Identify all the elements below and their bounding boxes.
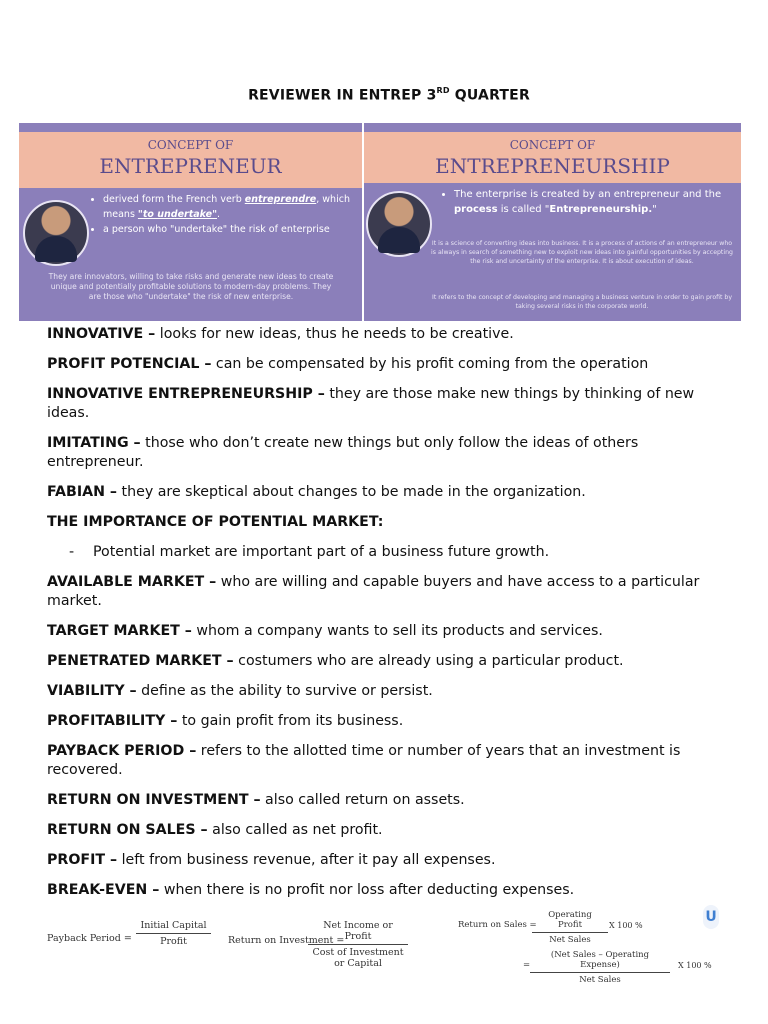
list-item: RETURN ON SALES – also called as net profit. — [47, 822, 383, 838]
section-heading: THE IMPORTANCE OF POTENTIAL MARKET: — [47, 514, 384, 530]
businessman-photo — [366, 191, 432, 257]
formula-multiplier: X 100 % — [609, 921, 643, 930]
formula-label: = — [523, 960, 531, 970]
list-item: PENETRATED MARKET – costumers who are already using a particular product. — [47, 653, 624, 669]
formula-fraction: (Net Sales – Operating Expense) Net Sales — [530, 950, 670, 985]
formula-fraction: Operating Profit Net Sales — [532, 910, 608, 945]
banner-bullet: • The enterprise is created by an entrepreneur and the process is called "Entrepreneurship." — [454, 187, 744, 217]
list-item: BREAK-EVEN – when there is no profit nor loss after deducting expenses. — [47, 882, 575, 898]
banner-heading: ENTREPRENEURSHIP — [435, 154, 670, 178]
formula-fraction: Net Income or Profit Cost of Investment or Capital — [308, 920, 408, 969]
list-item: FABIAN – they are skeptical about changes to be made in the organization. — [47, 484, 586, 500]
list-item: VIABILITY – define as the ability to survive or persist. — [47, 683, 433, 699]
list-item: INNOVATIVE ENTREPRENEURSHIP – they are those make new things by thinking of new ideas. — [47, 386, 695, 421]
formula-fraction: Initial Capital Profit — [136, 920, 211, 947]
list-item: PAYBACK PERIOD – refers to the allotted time or number of years that an investment is recovered. — [47, 743, 681, 778]
list-item: PROFIT POTENCIAL – can be compensated by his profit coming from the operation — [47, 356, 649, 372]
formulas-image — [0, 910, 768, 990]
businessman-photo — [23, 200, 89, 266]
list-item: IMITATING – those who don’t create new things but only follow the ideas of others entrepreneur. — [47, 435, 639, 470]
list-item: AVAILABLE MARKET – who are willing and capable buyers and have access to a particular market. — [47, 574, 700, 609]
list-item: PROFITABILITY – to gain profit from its business. — [47, 713, 404, 729]
page-title: REVIEWER IN ENTREP 3RD QUARTER — [248, 86, 530, 104]
formula-multiplier: X 100 % — [678, 961, 712, 970]
list-item: TARGET MARKET – whom a company wants to sell its products and services. — [47, 623, 603, 639]
sub-bullet: - Potential market are important part of a business future growth. — [69, 544, 550, 560]
formula-label: Payback Period = — [47, 933, 132, 944]
formula-label: Return on Sales = — [458, 920, 537, 930]
list-item: RETURN ON INVESTMENT – also called return on assets. — [47, 792, 465, 808]
concept-of-entrepreneurship-banner — [364, 123, 741, 321]
banner-paragraph: It is a science of converting ideas into business. It is a process of actions of an entrepreneur who is always in search of something new to exploit new ideas into gainful opportunities by accepting the risk and uncertainty of the enterprise. It is about execution of ideas. — [431, 240, 733, 265]
banner-subtitle: CONCEPT OF — [509, 138, 596, 152]
banner-heading: ENTREPRENEUR — [99, 154, 282, 178]
banner-bullet: • derived form the French verb entreprendre, which means "to undertake". — [103, 192, 365, 222]
banner-paragraph: They are innovators, willing to take risks and generate new ideas to create unique and potentially profitable solutions to modern-day problems. They are those who "undertake" the risk of new enterprise. — [48, 272, 334, 301]
banner-bullet: • a person who "undertake" the risk of enterprise — [103, 222, 365, 237]
banner-paragraph: It refers to the concept of developing and managing a business venture in order to gain profit by taking several risks in the corporate world. — [432, 294, 732, 310]
list-item: INNOVATIVE – looks for new ideas, thus he needs to be creative. — [47, 326, 514, 342]
scroll-widget-icon[interactable]: U — [703, 905, 719, 929]
list-item: PROFIT – left from business revenue, after it pay all expenses. — [47, 852, 496, 868]
formula-label: Return on Investment = — [228, 935, 345, 946]
definitions-list — [47, 325, 737, 911]
banner-subtitle: CONCEPT OF — [147, 138, 234, 152]
concept-of-entrepreneur-banner — [19, 123, 362, 321]
